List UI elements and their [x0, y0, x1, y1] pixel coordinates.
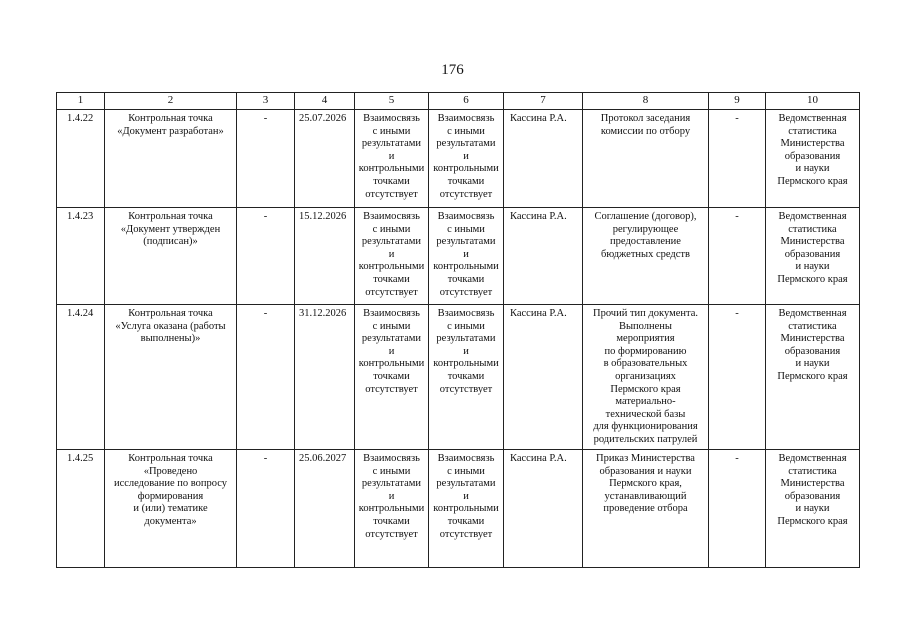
deadline-date: 25.06.2027	[295, 450, 355, 568]
responsible-person: Кассина Р.А.	[504, 208, 583, 305]
base-value: -	[237, 450, 295, 568]
info-system: -	[709, 450, 766, 568]
control-point-name: Контрольная точка «Документ разработан»	[105, 110, 237, 208]
relation-predecessor: Взаимосвязь с иными результатами и контрольными точками отсутствует	[355, 450, 429, 568]
responsible-person: Кассина Р.А.	[504, 110, 583, 208]
confirming-document: Приказ Министерства образования и науки Пермского края, устанавливающий проведение отбора	[583, 450, 709, 568]
row-number: 1.4.23	[57, 208, 105, 305]
base-value: -	[237, 305, 295, 450]
info-system: -	[709, 208, 766, 305]
header-cell: 1	[57, 93, 105, 110]
table-row	[57, 208, 860, 305]
table-row	[57, 450, 860, 568]
table-row	[57, 305, 860, 450]
base-value: -	[237, 110, 295, 208]
header-cell: 8	[583, 93, 709, 110]
deadline-date: 31.12.2026	[295, 305, 355, 450]
header-cell: 4	[295, 93, 355, 110]
responsible-person: Кассина Р.А.	[504, 450, 583, 568]
header-cell: 9	[709, 93, 766, 110]
table-row	[57, 110, 860, 208]
control-points-table	[56, 92, 860, 568]
relation-successor: Взаимосвязь с иными результатами и контрольными точками отсутствует	[429, 305, 504, 450]
confirming-document: Прочий тип документа. Выполнены мероприятия по формированию в образовательных организациях Пермского края материально- технической базы для функционирования родительских патрулей	[583, 305, 709, 450]
header-cell: 2	[105, 93, 237, 110]
data-source: Ведомственная статистика Министерства образования и науки Пермского края	[766, 110, 860, 208]
relation-predecessor: Взаимосвязь с иными результатами и контрольными точками отсутствует	[355, 110, 429, 208]
data-source: Ведомственная статистика Министерства образования и науки Пермского края	[766, 305, 860, 450]
data-source: Ведомственная статистика Министерства образования и науки Пермского края	[766, 450, 860, 568]
confirming-document: Соглашение (договор), регулирующее предоставление бюджетных средств	[583, 208, 709, 305]
base-value: -	[237, 208, 295, 305]
relation-successor: Взаимосвязь с иными результатами и контрольными точками отсутствует	[429, 110, 504, 208]
control-point-name: Контрольная точка «Проведено исследование по вопросу формирования и (или) тематике документа»	[105, 450, 237, 568]
header-cell: 3	[237, 93, 295, 110]
row-number: 1.4.22	[57, 110, 105, 208]
page-number: 176	[441, 62, 464, 78]
confirming-document: Протокол заседания комиссии по отбору	[583, 110, 709, 208]
table-header-row	[57, 93, 860, 110]
row-number: 1.4.24	[57, 305, 105, 450]
info-system: -	[709, 305, 766, 450]
info-system: -	[709, 110, 766, 208]
relation-successor: Взаимосвязь с иными результатами и контрольными точками отсутствует	[429, 450, 504, 568]
header-cell: 5	[355, 93, 429, 110]
header-cell: 10	[766, 93, 860, 110]
data-source: Ведомственная статистика Министерства образования и науки Пермского края	[766, 208, 860, 305]
relation-predecessor: Взаимосвязь с иными результатами и контрольными точками отсутствует	[355, 305, 429, 450]
row-number: 1.4.25	[57, 450, 105, 568]
deadline-date: 15.12.2026	[295, 208, 355, 305]
header-cell: 7	[504, 93, 583, 110]
relation-successor: Взаимосвязь с иными результатами и контрольными точками отсутствует	[429, 208, 504, 305]
deadline-date: 25.07.2026	[295, 110, 355, 208]
control-point-name: Контрольная точка «Услуга оказана (работы выполнены)»	[105, 305, 237, 450]
relation-predecessor: Взаимосвязь с иными результатами и контрольными точками отсутствует	[355, 208, 429, 305]
header-cell: 6	[429, 93, 504, 110]
responsible-person: Кассина Р.А.	[504, 305, 583, 450]
control-point-name: Контрольная точка «Документ утвержден (подписан)»	[105, 208, 237, 305]
